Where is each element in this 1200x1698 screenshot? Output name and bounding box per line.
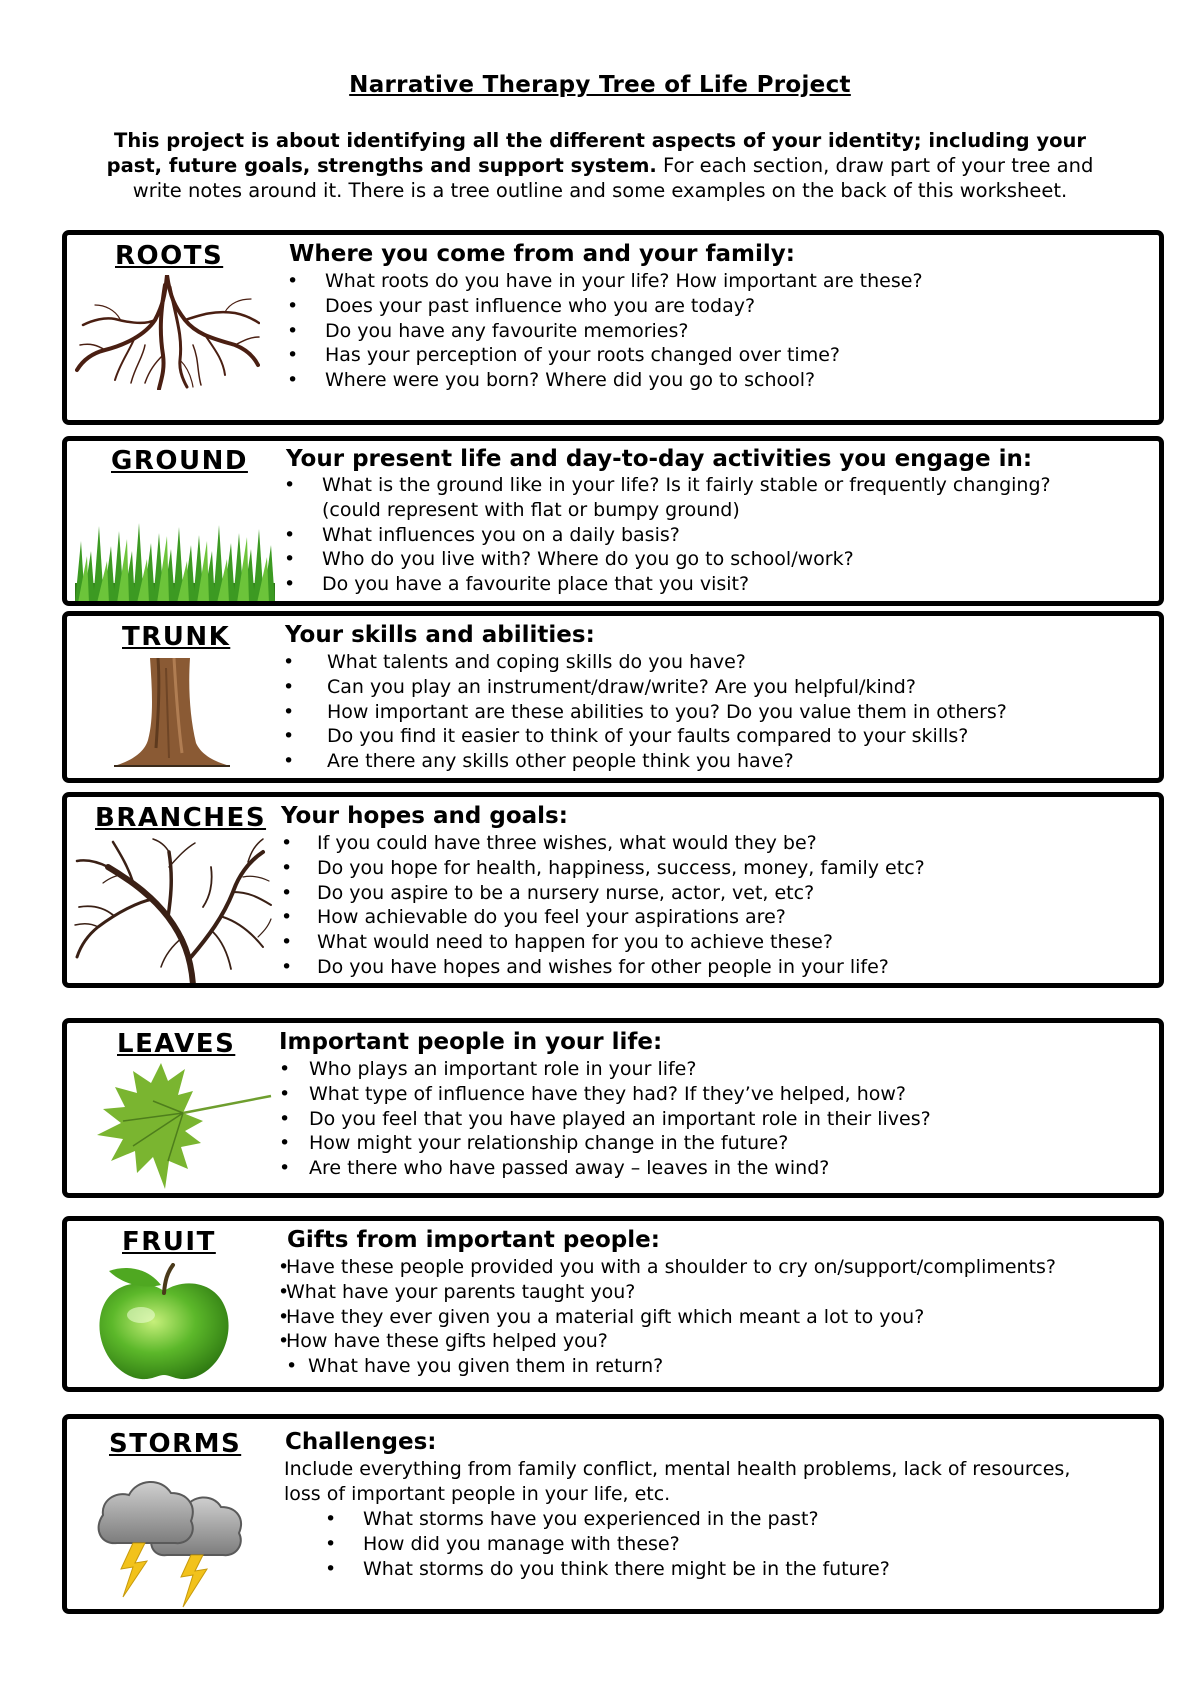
- bullet-icon: •: [281, 881, 293, 904]
- bullet-icon: •: [283, 750, 295, 773]
- section-fruit: [62, 1216, 1164, 1392]
- section-storms: [62, 1414, 1164, 1614]
- list-branches: [281, 831, 925, 980]
- bullet-icon: •: [281, 832, 293, 854]
- section-roots: [62, 230, 1164, 425]
- bullet-icon: •: [279, 1082, 291, 1105]
- list-item: • Do you have hopes and wishes for other people in your life?: [281, 955, 889, 978]
- list-item: • How have these gifts helped you?: [278, 1330, 608, 1353]
- list-item: • What have your parents taught you?: [278, 1280, 636, 1303]
- list-item: • Has your perception of your roots changed over time?: [287, 344, 840, 367]
- section-name-branches: BRANCHES: [95, 803, 267, 833]
- bullet-icon: •: [278, 1305, 290, 1328]
- page-title: Narrative Therapy Tree of Life Project: [349, 72, 851, 98]
- list-trunk: [283, 650, 1007, 774]
- list-item: • Do you feel that you have played an important role in their lives?: [279, 1107, 931, 1130]
- bullet-icon: •: [287, 369, 299, 392]
- bullet-icon: •: [283, 725, 295, 748]
- list-item: • Do you have any favourite memories?: [287, 319, 689, 342]
- bullet-icon: •: [284, 573, 296, 596]
- section-heading-branches: Your hopes and goals:: [281, 803, 568, 829]
- intro-bold-text: This project is about identifying all the different aspects of your identity; including your past, future goals, strengths and support system.: [106, 129, 1086, 177]
- section-heading-ground: Your present life and day-to-day activities you engage in:: [286, 446, 1033, 472]
- list-item: • How important are these abilities to you? Do you value them in others?: [283, 700, 1007, 723]
- list-item: • Does your past influence who you are today?: [287, 294, 756, 317]
- list-item: • What influences you on a daily basis?: [284, 523, 680, 546]
- bullet-icon: •: [325, 1532, 337, 1555]
- list-item: • How achievable do you feel your aspirations are?: [281, 906, 786, 929]
- maple-leaf-icon: [73, 1061, 273, 1193]
- bullet-icon: •: [281, 955, 293, 978]
- list-leaves: [279, 1057, 931, 1181]
- bullet-icon: •: [279, 1058, 291, 1080]
- list-roots: [287, 269, 923, 393]
- list-item: (could represent with flat or bumpy ground): [322, 498, 740, 521]
- storm-cloud-icon: [95, 1465, 245, 1610]
- section-name-leaves: LEAVES: [117, 1029, 236, 1059]
- list-item: • Who plays an important role in your life?: [279, 1058, 697, 1080]
- list-item: • Do you have a favourite place that you visit?: [284, 573, 750, 596]
- list-item: • What have you given them in return?: [286, 1355, 664, 1378]
- list-item: • What type of influence have they had? If they’ve helped, how?: [279, 1082, 906, 1105]
- list-item: • Have these people provided you with a shoulder to cry on/support/compliments?: [278, 1256, 1057, 1278]
- list-item: • What talents and coping skills do you have?: [283, 651, 746, 673]
- tree-roots-icon: [75, 275, 260, 390]
- bullet-icon: •: [281, 931, 293, 954]
- section-ground: [62, 436, 1164, 606]
- bullet-icon: •: [283, 700, 295, 723]
- intro-regular-text: For each section, draw part of your tree and write notes around it. There is a tree outline and some examples on the back of this worksheet.: [132, 154, 1094, 202]
- list-ground: [284, 473, 1051, 597]
- grass-icon: [75, 521, 275, 603]
- section-name-trunk: TRUNK: [122, 622, 231, 652]
- bullet-icon: •: [278, 1330, 290, 1353]
- list-item: • What is the ground like in your life? Is it fairly stable or frequently changing?: [284, 474, 1051, 496]
- bullet-icon: •: [279, 1157, 291, 1180]
- list-fruit: [278, 1255, 1056, 1379]
- bullet-icon: •: [279, 1107, 291, 1130]
- section-heading-storms: Challenges:: [285, 1429, 437, 1455]
- list-item: • Do you hope for health, happiness, success, money, family etc?: [281, 856, 925, 879]
- bare-branches-icon: [73, 837, 273, 985]
- list-item: • What roots do you have in your life? How important are these?: [287, 270, 923, 292]
- list-storms: [325, 1507, 890, 1581]
- bullet-icon: •: [284, 548, 296, 571]
- list-item: • Are there who have passed away – leaves in the wind?: [279, 1157, 830, 1180]
- section-heading-fruit: Gifts from important people:: [287, 1227, 660, 1253]
- list-item: • Do you find it easier to think of your faults compared to your skills?: [283, 725, 969, 748]
- bullet-icon: •: [287, 344, 299, 367]
- bullet-icon: •: [287, 270, 299, 292]
- list-item: • Can you play an instrument/draw/write? Are you helpful/kind?: [283, 675, 916, 698]
- bullet-icon: •: [281, 906, 293, 929]
- bullet-icon: •: [284, 474, 296, 496]
- bullet-icon: •: [284, 523, 296, 546]
- section-heading-roots: Where you come from and your family:: [289, 241, 795, 267]
- green-apple-icon: [89, 1263, 239, 1385]
- section-name-roots: ROOTS: [115, 241, 224, 271]
- intro-paragraph: [95, 128, 1105, 203]
- section-name-ground: GROUND: [111, 446, 248, 476]
- section-name-fruit: FRUIT: [122, 1227, 216, 1257]
- storms-description-line-2: loss of important people in your life, etc.: [284, 1483, 671, 1505]
- list-item: • How might your relationship change in the future?: [279, 1132, 789, 1155]
- bullet-icon: •: [278, 1280, 290, 1303]
- bullet-icon: •: [279, 1132, 291, 1155]
- list-item: • Where were you born? Where did you go to school?: [287, 369, 816, 392]
- bullet-icon: •: [286, 1355, 298, 1378]
- list-item: • How did you manage with these?: [325, 1532, 680, 1555]
- tree-trunk-icon: [112, 658, 232, 773]
- bullet-icon: •: [325, 1508, 337, 1530]
- section-leaves: [62, 1018, 1164, 1198]
- section-branches: [62, 792, 1164, 988]
- section-heading-leaves: Important people in your life:: [279, 1029, 663, 1055]
- list-item: • Who do you live with? Where do you go to school/work?: [284, 548, 854, 571]
- bullet-icon: •: [325, 1557, 337, 1580]
- list-item: • What would need to happen for you to achieve these?: [281, 931, 833, 954]
- section-heading-trunk: Your skills and abilities:: [285, 622, 595, 648]
- list-item: • What storms do you think there might be in the future?: [325, 1557, 890, 1580]
- bullet-icon: •: [281, 856, 293, 879]
- list-item: • Are there any skills other people think you have?: [283, 750, 794, 773]
- storms-description-line-1: Include everything from family conflict, mental health problems, lack of resources,: [284, 1458, 1071, 1480]
- bullet-icon: •: [287, 294, 299, 317]
- list-item: • If you could have three wishes, what would they be?: [281, 832, 817, 854]
- section-trunk: [62, 611, 1164, 783]
- section-name-storms: STORMS: [109, 1429, 242, 1459]
- list-item: • Have they ever given you a material gift which meant a lot to you?: [278, 1305, 925, 1328]
- bullet-icon: •: [283, 651, 295, 673]
- bullet-icon: •: [278, 1256, 290, 1278]
- bullet-icon: •: [287, 319, 299, 342]
- list-item: • What storms have you experienced in the past?: [325, 1508, 819, 1530]
- bullet-icon: •: [283, 675, 295, 698]
- list-item: • Do you aspire to be a nursery nurse, actor, vet, etc?: [281, 881, 815, 904]
